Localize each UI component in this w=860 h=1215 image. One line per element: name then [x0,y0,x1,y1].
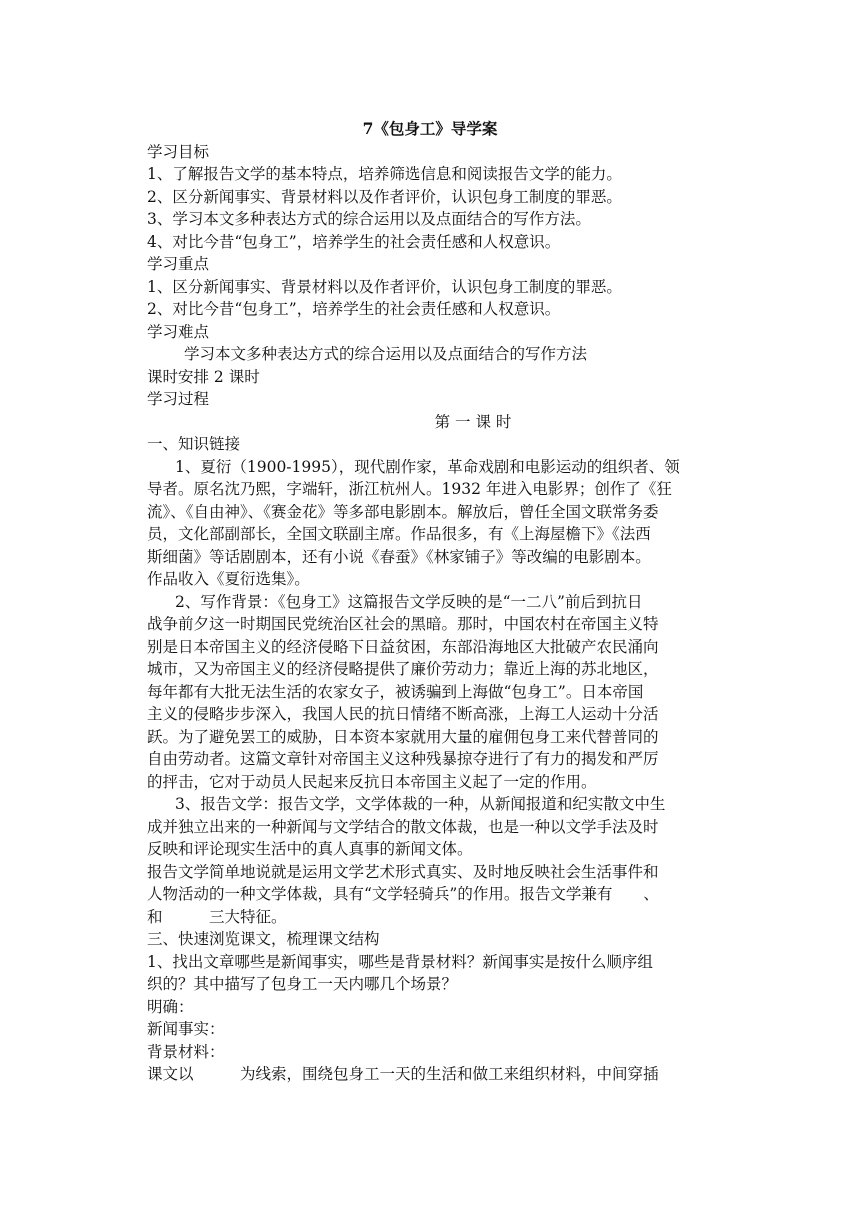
paragraph-line: 成并独立出来的一种新闻与文学结合的散文体裁，也是一种以文学手法及时 [147,817,659,836]
paragraph-line: 导者。原名沈乃熙，字端轩，浙江杭州人。1932 年进入电影界；创作了《狂 [147,480,672,498]
objective-item: 4、对比今昔“包身工”，培养学生的社会责任感和人权意识。 [147,232,561,251]
paragraph-line: 主义的侵略步步深入，我国人民的抗日情绪不断高涨，上海工人运动十分活 [147,705,659,723]
section1-heading: 一、知识链接 [147,435,241,453]
document-page [147,118,713,1086]
paragraph-line: 课文以 为线索，围绕包身工一天的生活和做工来组织材料，中间穿插 [147,1065,659,1083]
question-line: 1、找出文章哪些是新闻事实，哪些是背景材料？新闻事实是按什么顺序组 [147,952,653,971]
paragraph-line: 反映和评论现实生活中的真人真事的新闻文体。 [147,840,473,858]
document-title: 7《包身工》导学案 [362,119,498,138]
paragraph-line: 报告文学简单地说就是运用文学艺术形式真实、及时地反映社会生活事件和 [147,862,659,881]
paragraph-line: 自由劳动者。这篇文章针对帝国主义这种残暴掠夺进行了有力的揭发和严厉 [147,750,659,768]
difficulties-text: 学习本文多种表达方式的综合运用以及点面结合的写作方法 [184,345,588,363]
objective-item: 1、了解报告文学的基本特点，培养筛选信息和阅读报告文学的能力。 [147,165,622,183]
paragraph-line: 和 三大特征。 [147,907,287,926]
objectives-heading: 学习目标 [147,142,210,161]
news-facts-label: 新闻事实： [147,1020,225,1038]
paragraph-line: 2、写作背景：《包身工》这篇报告文学反映的是“一二八”前后到抗日 [175,592,643,611]
paragraph-line: 1、夏衍（1900-1995），现代剧作家，革命戏剧和电影运动的组织者、领 [175,457,680,476]
paragraph-line: 城市，又为帝国主义的经济侵略提供了廉价劳动力；靠近上海的苏北地区， [147,660,659,678]
difficulties-heading: 学习难点 [147,322,210,341]
paragraph-line: 流》、《自由神》、《赛金花》等多部电影剧本。解放后，曾任全国文联常务委 [147,502,659,521]
objective-item: 3、学习本文多种表达方式的综合运用以及点面结合的写作方法。 [147,210,591,228]
background-label: 背景材料： [147,1042,225,1061]
paragraph-line: 人物活动的一种文学体裁，具有“文学轻骑兵”的作用。报告文学兼有 、 [147,885,659,903]
paragraph-line: 跃。为了避免罢工的威胁，日本资本家就用大量的雇佣包身工来代替普同的 [147,727,659,746]
process-heading: 学习过程 [147,390,210,408]
question-line: 织的？其中描写了包身工一天内哪几个场景？ [147,975,458,993]
key-point-item: 2、对比今昔“包身工”，培养学生的社会责任感和人权意识。 [147,300,561,318]
key-point-item: 1、区分新闻事实、背景材料以及作者评价，认识包身工制度的罪恶。 [147,277,622,296]
paragraph-line: 别是日本帝国主义的经济侵略下日益贫困，东部沿海地区大批破产农民涌向 [147,637,659,656]
paragraph-line: 每年都有大批无法生活的农家女子，被诱骗到上海做“包身工”。日本帝国 [147,682,644,701]
schedule-text: 课时安排 2 课时 [147,367,260,386]
section3-heading: 三、快速浏览课文，梳理课文结构 [147,930,380,948]
paragraph-line: 作品收入《夏衍选集》。 [147,570,310,588]
lesson-heading: 第 一 课 时 [434,412,512,431]
paragraph-line: 员，文化部副部长，全国文联副主席。作品很多，有《上海屋檐下》《法西 [147,525,651,543]
paragraph-line: 3、报告文学：报告文学，文学体裁的一种，从新闻报道和纪实散文中生 [175,795,666,813]
paragraph-line: 斯细菌》等话剧剧本，还有小说《春蚕》《林家铺子》等改编的电影剧本。 [147,547,651,566]
paragraph-line: 的抨击，它对于动员人民起来反抗日本帝国主义起了一定的作用。 [147,772,597,791]
objective-item: 2、区分新闻事实、背景材料以及作者评价，认识包身工制度的罪恶。 [147,187,622,206]
key-points-heading: 学习重点 [147,255,210,273]
paragraph-line: 战争前夕这一时期国民党统治区社会的黑暗。那时，中国农村在帝国主义特 [147,615,659,633]
answer-label: 明确： [147,997,194,1016]
